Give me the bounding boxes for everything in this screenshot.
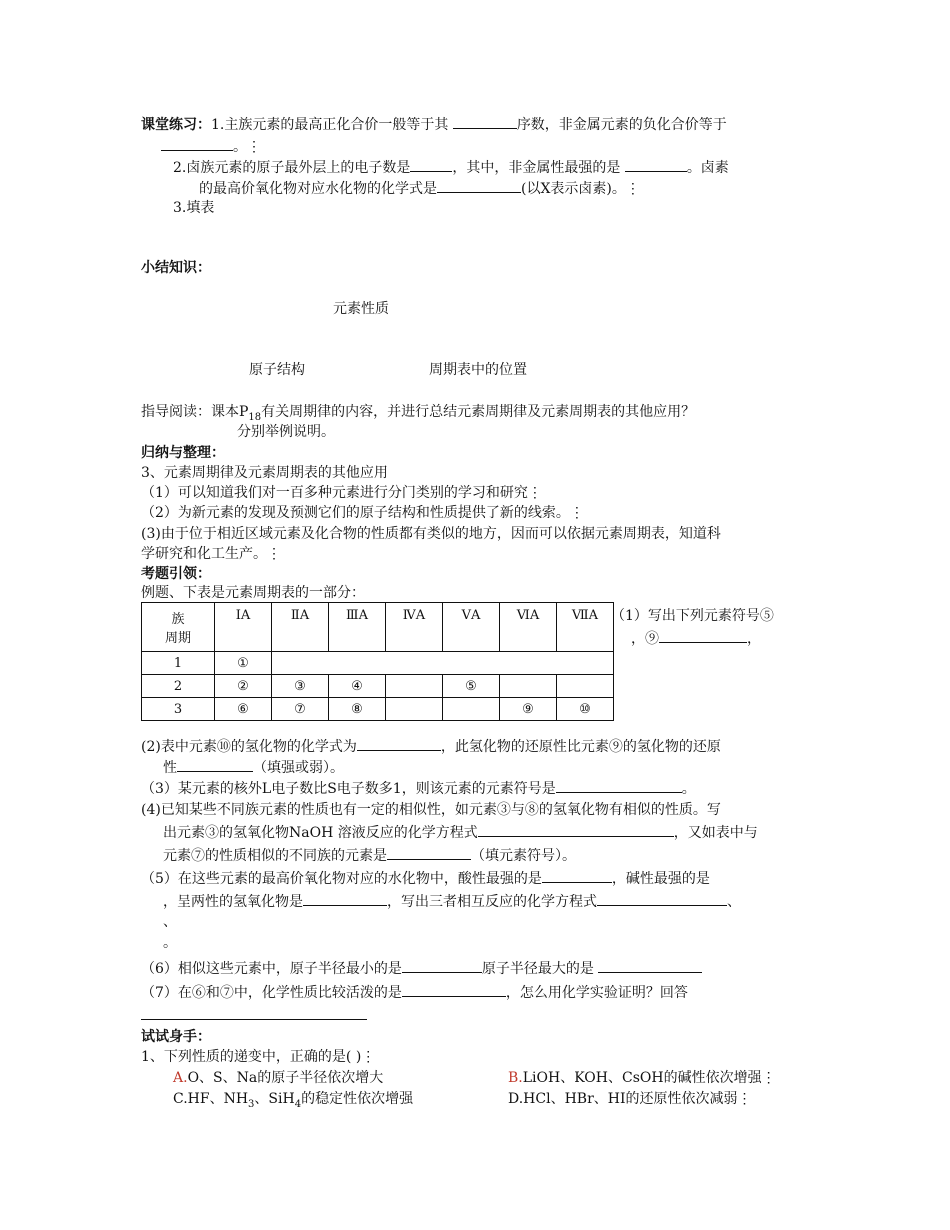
group-header: ⅥA [500, 603, 557, 652]
exam-q6: （6）相似这些元素中，原子半径最小的是 原子半径最大的是 [141, 958, 702, 979]
trial-option-c[interactable]: C.HF、$NH_3$、SiH$_4$的稳定性依次增强 [173, 1091, 414, 1110]
exam-side-q1-cont: ，⑨ ， [631, 628, 761, 649]
element-cell [386, 675, 443, 698]
trial-heading: 试试身手： [141, 1029, 211, 1045]
guide-line: 指导阅读：课本$P_{18}$有关周期律的内容，并进行总结元素周期律及元素周期表的其他应用？ [141, 404, 696, 423]
answer-blank[interactable] [453, 114, 517, 129]
answer-blank[interactable] [402, 982, 506, 997]
answer-blank[interactable] [357, 736, 441, 751]
element-cell: ⑧ [329, 698, 386, 721]
exam-q2-cont: 性 （填强或弱）。 [163, 757, 344, 778]
period-cell: 2 [142, 675, 215, 698]
summary-heading: 小结知识： [141, 260, 211, 276]
group-header: ⅣA [386, 603, 443, 652]
induction-l4: (3)由于位于相近区域元素及化合物的性质都有类似的地方，因而可以依据元素周期表，知道科 [141, 526, 721, 542]
element-cell [386, 698, 443, 721]
exam-intro: 例题、下表是元素周期表的一部分： [141, 585, 365, 601]
element-cell: ⑥ [215, 698, 272, 721]
exam-q2: (2)表中元素⑩的氢化物的化学式为 ，此氢化物的还原性比元素⑨的氢化物的还原 [141, 736, 721, 757]
answer-line[interactable] [141, 1019, 367, 1020]
induction-l5: 学研究和化工生产。⋮ [141, 546, 281, 562]
answer-blank[interactable] [402, 958, 482, 973]
induction-l2: （1）可以知道我们对一百多种元素进行分门类别的学习和研究⋮ [141, 485, 542, 501]
exam-q5-cont: ，呈两性的氢氧化物是 ，写出三者相互反应的化学方程式 、 [163, 891, 741, 912]
exercise-q1-line: 课堂练习：1.主族元素的最高正化合价一般等于其 序数，非金属元素的负化合价等于 [141, 114, 727, 135]
exam-q7: （7）在⑥和⑦中，化学性质比较活泼的是 ，怎么用化学实验证明？回答 [141, 982, 688, 1003]
trial-option-a[interactable]: A.O、S、Na的原子半径依次增大 [173, 1070, 384, 1086]
group-header: ⅡA [272, 603, 329, 652]
period-cell: 3 [142, 698, 215, 721]
summary-top: 元素性质 [333, 301, 389, 317]
answer-blank[interactable] [303, 891, 387, 906]
exercise-heading: 课堂练习： [141, 117, 211, 133]
exam-q5-cont2: 、 [163, 914, 177, 930]
summary-left: 原子结构 [249, 362, 305, 378]
group-header: ⅢA [329, 603, 386, 652]
answer-blank[interactable] [659, 628, 747, 643]
induction-l1: 3、元素周期律及元素周期表的其他应用 [141, 465, 388, 481]
element-cell: ③ [272, 675, 329, 698]
group-header: ⅠA [215, 603, 272, 652]
exam-q5-cont3: 。 [163, 935, 177, 951]
exam-q4-cont2: 元素⑦的性质相似的不同族的元素是 （填元素符号）。 [163, 845, 576, 866]
trial-option-b[interactable]: B.LiOH、KOH、CsOH的碱性依次增强⋮ [508, 1070, 776, 1086]
guide-cont: 分别举例说明。 [237, 424, 335, 440]
answer-blank[interactable] [410, 157, 452, 172]
answer-blank[interactable] [437, 178, 521, 193]
exam-q4: (4)已知某些不同族元素的性质也有一定的相似性，如元素③与⑧的氢氧化物有相似的性质。写 [141, 802, 721, 818]
group-header: ⅦA [557, 603, 614, 652]
element-cell: ⑤ [443, 675, 500, 698]
exam-side-q1: （1）写出下列元素符号⑤ [611, 608, 774, 624]
exercise-q2-cont: 的最高价氧化物对应水化物的化学式是 (以X表示卤素)。⋮ [199, 178, 640, 199]
element-cell: ② [215, 675, 272, 698]
answer-blank[interactable] [625, 157, 687, 172]
exercise-q3: 3.填表 [173, 200, 215, 216]
period-cell: 1 [142, 652, 215, 675]
element-cell [500, 675, 557, 698]
periodic-table [141, 602, 614, 721]
answer-blank[interactable] [598, 958, 702, 973]
answer-blank[interactable] [597, 891, 727, 906]
corner-cell: 族 周期 [142, 603, 215, 652]
answer-blank[interactable] [387, 845, 471, 860]
answer-blank[interactable] [556, 778, 682, 793]
induction-l3: （2）为新元素的发现及预测它们的原子结构和性质提供了新的线索。⋮ [141, 505, 584, 521]
answer-blank[interactable] [478, 822, 674, 837]
answer-blank[interactable] [177, 757, 253, 772]
answer-blank[interactable] [542, 868, 612, 883]
empty-cell [272, 652, 614, 675]
exam-q4-cont: 出元素③的氢氧化物NaOH 溶液反应的化学方程式 ，又如表中与 [163, 822, 758, 843]
element-cell: ① [215, 652, 272, 675]
element-cell [557, 675, 614, 698]
exercise-q1-cont: 。⋮ [161, 136, 261, 157]
element-cell: ④ [329, 675, 386, 698]
element-cell [443, 698, 500, 721]
exercise-q2-line: 2.卤族元素的原子最外层上的电子数是 ，其中，非金属性最强的是 。卤素 [173, 157, 729, 178]
exam-q5: （5）在这些元素的最高价氧化物对应的水化物中，酸性最强的是 ，碱性最强的是 [141, 868, 710, 889]
trial-option-d[interactable]: D.HCl、HBr、HI的还原性依次减弱⋮ [508, 1091, 752, 1107]
answer-blank[interactable] [161, 136, 233, 151]
element-cell: ⑨ [500, 698, 557, 721]
induction-heading: 归纳与整理： [141, 445, 225, 461]
group-header: ⅤA [443, 603, 500, 652]
exam-heading: 考题引领： [141, 566, 211, 582]
summary-right: 周期表中的位置 [429, 362, 527, 378]
element-cell: ⑩ [557, 698, 614, 721]
trial-q1: 1、下列性质的递变中，正确的是( )⋮ [141, 1049, 376, 1065]
element-cell: ⑦ [272, 698, 329, 721]
exam-q3: （3）某元素的核外L电子数比S电子数多1，则该元素的元素符号是 。 [141, 778, 696, 799]
